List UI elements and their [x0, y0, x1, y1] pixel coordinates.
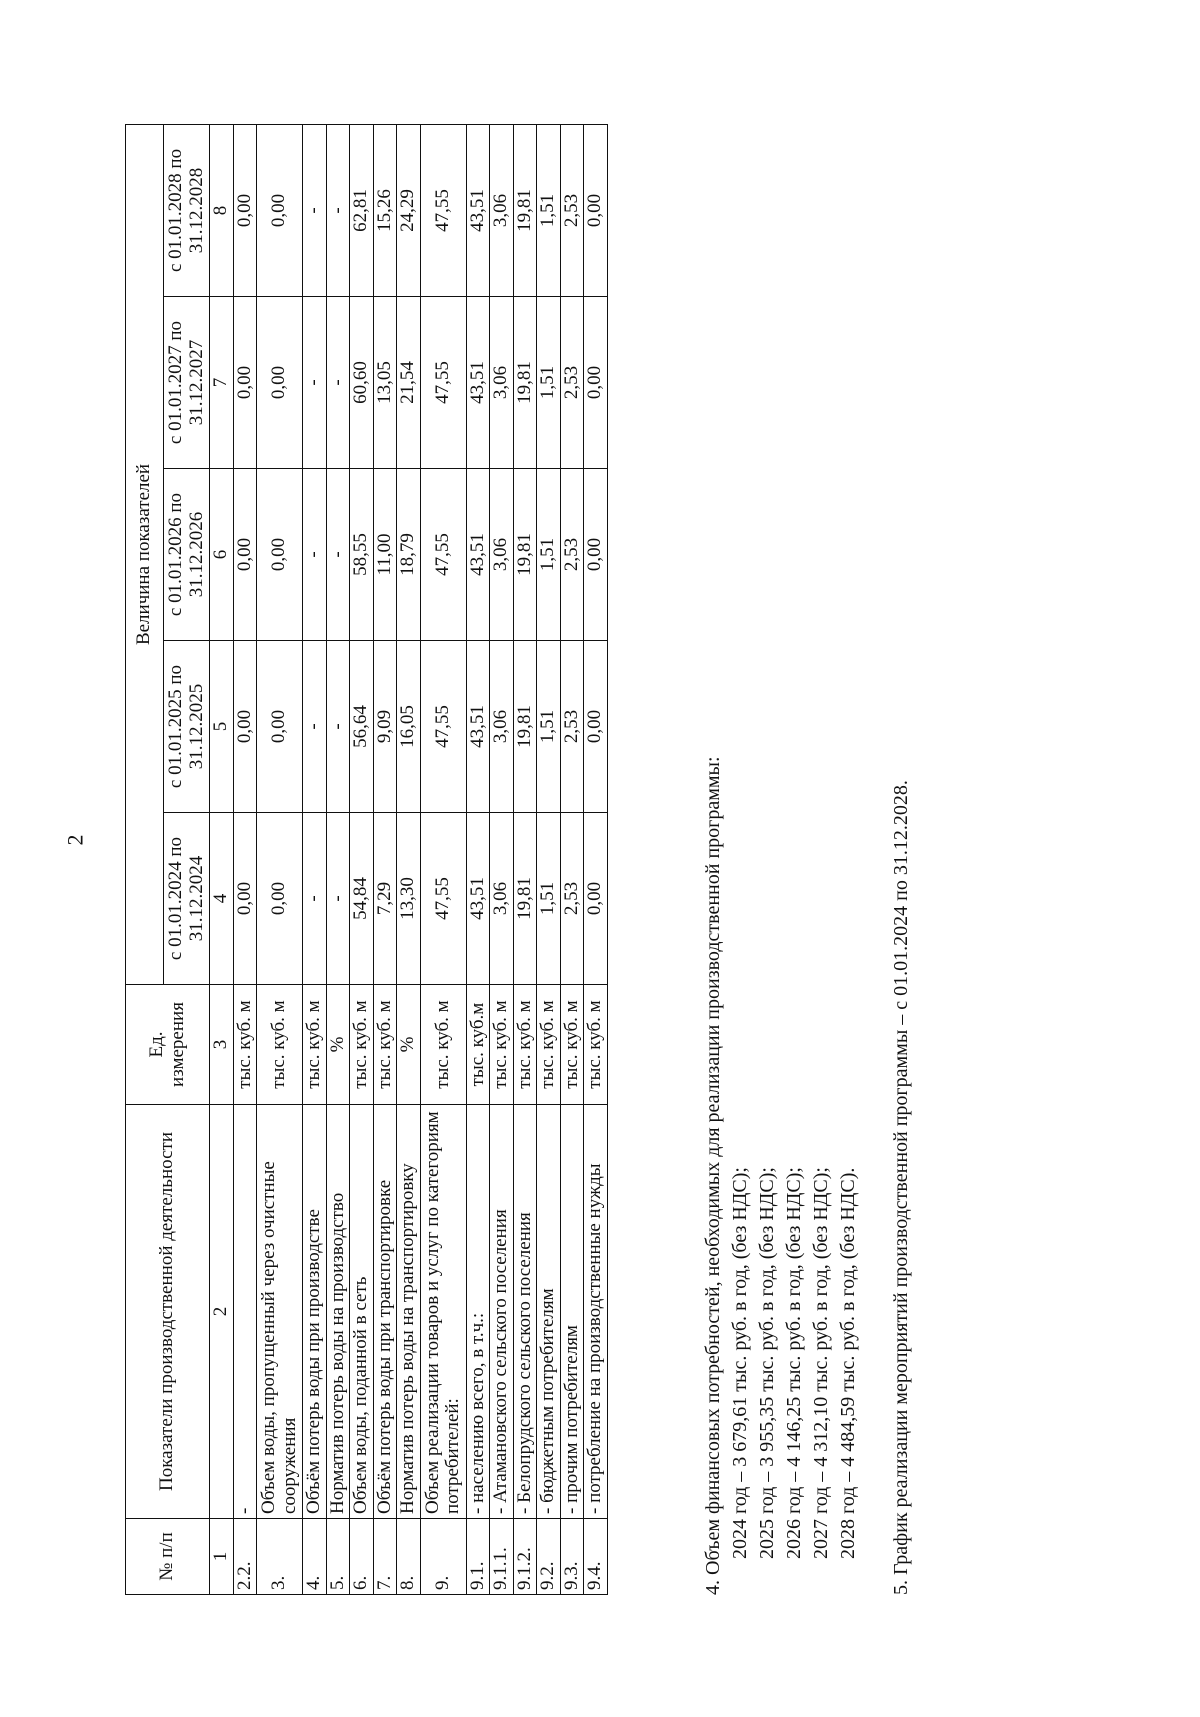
row-value: 18,79 — [397, 469, 421, 641]
row-unit: тыс. куб. м — [303, 985, 327, 1105]
header-unit: Ед. измерения — [126, 985, 210, 1105]
row-number: 2.2. — [233, 1519, 257, 1595]
header-period: с 01.01.2024 по 31.12.2024 — [164, 813, 210, 985]
row-value: 43,51 — [466, 297, 490, 469]
row-number: 9. — [420, 1519, 466, 1595]
row-indicator: - Атамановского сельского поселения — [490, 1105, 514, 1519]
row-value: 43,51 — [466, 469, 490, 641]
row-value: 0,00 — [584, 124, 608, 296]
row-unit: тыс. куб. м — [560, 985, 584, 1105]
row-value: 47,55 — [420, 124, 466, 296]
table-row — [257, 124, 303, 1594]
row-indicator: Норматив потерь воды на транспортировку — [397, 1105, 421, 1519]
column-number: 8 — [210, 124, 234, 296]
row-value: 3,06 — [490, 469, 514, 641]
row-unit: тыс. куб. м — [373, 985, 397, 1105]
row-value: 16,05 — [397, 641, 421, 813]
row-value: 1,51 — [537, 124, 561, 296]
schedule-section: 5. График реализации мероприятий производственной программы – с 01.01.2024 по 31.12.2028. — [890, 780, 912, 1595]
row-indicator: - бюджетным потребителям — [537, 1105, 561, 1519]
row-value: 58,55 — [350, 469, 374, 641]
row-value: 0,00 — [233, 641, 257, 813]
row-value: 0,00 — [257, 297, 303, 469]
row-value: 2,53 — [560, 641, 584, 813]
row-unit: тыс. куб. м — [537, 985, 561, 1105]
row-unit: тыс. куб.м — [466, 985, 490, 1105]
row-number: 9.1.2. — [513, 1519, 537, 1595]
row-value: 11,00 — [373, 469, 397, 641]
row-unit: тыс. куб. м — [490, 985, 514, 1105]
row-value: 19,81 — [513, 813, 537, 985]
row-number: 8. — [397, 1519, 421, 1595]
header-indicator: Показатели производственной деятельности — [126, 1105, 210, 1519]
header-period: с 01.01.2025 по 31.12.2025 — [164, 641, 210, 813]
indicators-table — [125, 124, 608, 1595]
row-value: 19,81 — [513, 297, 537, 469]
row-unit: % — [326, 985, 350, 1105]
row-value: 13,30 — [397, 813, 421, 985]
row-indicator: - Белопрудского сельского поселения — [513, 1105, 537, 1519]
row-value: 3,06 — [490, 641, 514, 813]
row-value: 15,26 — [373, 124, 397, 296]
header-num: № п/п — [126, 1519, 210, 1595]
row-value: - — [303, 641, 327, 813]
table-row — [373, 124, 397, 1594]
row-value: 56,64 — [350, 641, 374, 813]
row-value: 3,06 — [490, 124, 514, 296]
row-indicator: Норматив потерь воды на производство — [326, 1105, 350, 1519]
row-unit: тыс. куб. м — [350, 985, 374, 1105]
table-row — [233, 124, 257, 1594]
row-value: 54,84 — [350, 813, 374, 985]
row-value: 0,00 — [257, 469, 303, 641]
rotated-page-content — [125, 125, 1185, 1595]
table-row — [350, 124, 374, 1594]
table-row — [584, 124, 608, 1594]
table-row — [490, 124, 514, 1594]
row-value: 43,51 — [466, 813, 490, 985]
header-period: с 01.01.2027 по 31.12.2027 — [164, 297, 210, 469]
row-value: 3,06 — [490, 813, 514, 985]
row-number: 5. — [326, 1519, 350, 1595]
row-value: 19,81 — [513, 641, 537, 813]
row-value: 43,51 — [466, 641, 490, 813]
header-period: с 01.01.2026 по 31.12.2026 — [164, 469, 210, 641]
financial-line: 2025 год – 3 955,35 тыс. руб. в год, (без НДС); — [756, 1167, 778, 1559]
row-number: 9.3. — [560, 1519, 584, 1595]
row-value: - — [303, 124, 327, 296]
row-unit: тыс. куб. м — [513, 985, 537, 1105]
row-unit: тыс. куб. м — [257, 985, 303, 1105]
column-number: 6 — [210, 469, 234, 641]
table-row — [303, 124, 327, 1594]
table-row — [326, 124, 350, 1594]
row-value: 1,51 — [537, 813, 561, 985]
header-values-group: Величина показателей — [126, 124, 164, 984]
row-value: 0,00 — [257, 124, 303, 296]
row-value: 1,51 — [537, 469, 561, 641]
row-value: - — [303, 469, 327, 641]
row-value: - — [303, 813, 327, 985]
row-indicator: - потребление на производственные нужды — [584, 1105, 608, 1519]
row-number: 9.4. — [584, 1519, 608, 1595]
row-value: 0,00 — [584, 297, 608, 469]
row-value: 47,55 — [420, 813, 466, 985]
financial-needs-section — [700, 756, 862, 1595]
row-value: 0,00 — [233, 813, 257, 985]
financial-line: 2028 год – 4 484,59 тыс. руб. в год, (без НДС). — [837, 1167, 859, 1559]
column-number: 4 — [210, 813, 234, 985]
row-value: 0,00 — [233, 124, 257, 296]
row-value: - — [326, 297, 350, 469]
row-value: 43,51 — [466, 124, 490, 296]
row-value: 1,51 — [537, 297, 561, 469]
indicators-table-body — [126, 124, 608, 1594]
row-number: 7. — [373, 1519, 397, 1595]
row-indicator: Объем воды, пропущенный через очистные сооружения — [257, 1105, 303, 1519]
row-value: 24,29 — [397, 124, 421, 296]
table-row — [537, 124, 561, 1594]
row-value: 47,55 — [420, 641, 466, 813]
row-value: 0,00 — [584, 813, 608, 985]
row-value: 2,53 — [560, 124, 584, 296]
row-value: 2,53 — [560, 469, 584, 641]
row-number: 6. — [350, 1519, 374, 1595]
row-unit: тыс. куб. м — [420, 985, 466, 1105]
row-value: 60,60 — [350, 297, 374, 469]
column-number: 5 — [210, 641, 234, 813]
row-value: 0,00 — [584, 641, 608, 813]
financial-line: 2027 год – 4 312,10 тыс. руб. в год, (без НДС); — [810, 1167, 832, 1559]
column-number-row — [210, 124, 234, 1594]
row-unit: % — [397, 985, 421, 1105]
page-number: 2 — [62, 834, 88, 846]
row-value: 0,00 — [257, 813, 303, 985]
table-row — [466, 124, 490, 1594]
row-indicator: Объем воды, поданной в сеть — [350, 1105, 374, 1519]
financial-needs-title: 4. Объем финансовых потребностей, необходимых для реализации производственной программы: — [702, 756, 724, 1595]
row-value: 0,00 — [257, 641, 303, 813]
row-value: 2,53 — [560, 813, 584, 985]
row-value: 0,00 — [584, 469, 608, 641]
row-value: 0,00 — [233, 469, 257, 641]
row-value: 2,53 — [560, 297, 584, 469]
row-value: 0,00 — [233, 297, 257, 469]
row-value: 7,29 — [373, 813, 397, 985]
row-unit: тыс. куб. м — [233, 985, 257, 1105]
row-indicator: Объём потерь воды при транспортировке — [373, 1105, 397, 1519]
row-number: 9.1. — [466, 1519, 490, 1595]
column-number: 2 — [210, 1105, 234, 1519]
header-period: с 01.01.2028 по 31.12.2028 — [164, 124, 210, 296]
row-value: 3,06 — [490, 297, 514, 469]
row-number: 9.2. — [537, 1519, 561, 1595]
financial-line: 2026 год – 4 146,25 тыс. руб. в год, (без НДС); — [783, 1167, 805, 1559]
row-value: 47,55 — [420, 297, 466, 469]
table-row — [513, 124, 537, 1594]
row-unit: тыс. куб. м — [584, 985, 608, 1105]
row-value: - — [326, 813, 350, 985]
column-number: 7 — [210, 297, 234, 469]
table-row — [560, 124, 584, 1594]
row-value: 62,81 — [350, 124, 374, 296]
row-indicator: Объем реализации товаров и услуг по категориям потребителей: — [420, 1105, 466, 1519]
row-value: - — [303, 297, 327, 469]
row-indicator: Объём потерь воды при производстве — [303, 1105, 327, 1519]
row-indicator: - — [233, 1105, 257, 1519]
row-indicator: - населению всего, в т.ч.: — [466, 1105, 490, 1519]
column-number: 3 — [210, 985, 234, 1105]
row-value: - — [326, 124, 350, 296]
row-value: 13,05 — [373, 297, 397, 469]
row-value: - — [326, 469, 350, 641]
row-value: 19,81 — [513, 124, 537, 296]
header-row-top — [126, 124, 164, 1594]
table-row — [420, 124, 466, 1594]
row-value: 19,81 — [513, 469, 537, 641]
row-value: 1,51 — [537, 641, 561, 813]
financial-line: 2024 год – 3 679,61 тыс. руб. в год, (без НДС); — [729, 1167, 751, 1559]
row-number: 9.1.1. — [490, 1519, 514, 1595]
row-value: 9,09 — [373, 641, 397, 813]
table-row — [397, 124, 421, 1594]
row-value: - — [326, 641, 350, 813]
row-value: 47,55 — [420, 469, 466, 641]
row-number: 4. — [303, 1519, 327, 1595]
row-number: 3. — [257, 1519, 303, 1595]
row-value: 21,54 — [397, 297, 421, 469]
column-number: 1 — [210, 1519, 234, 1595]
row-indicator: - прочим потребителям — [560, 1105, 584, 1519]
